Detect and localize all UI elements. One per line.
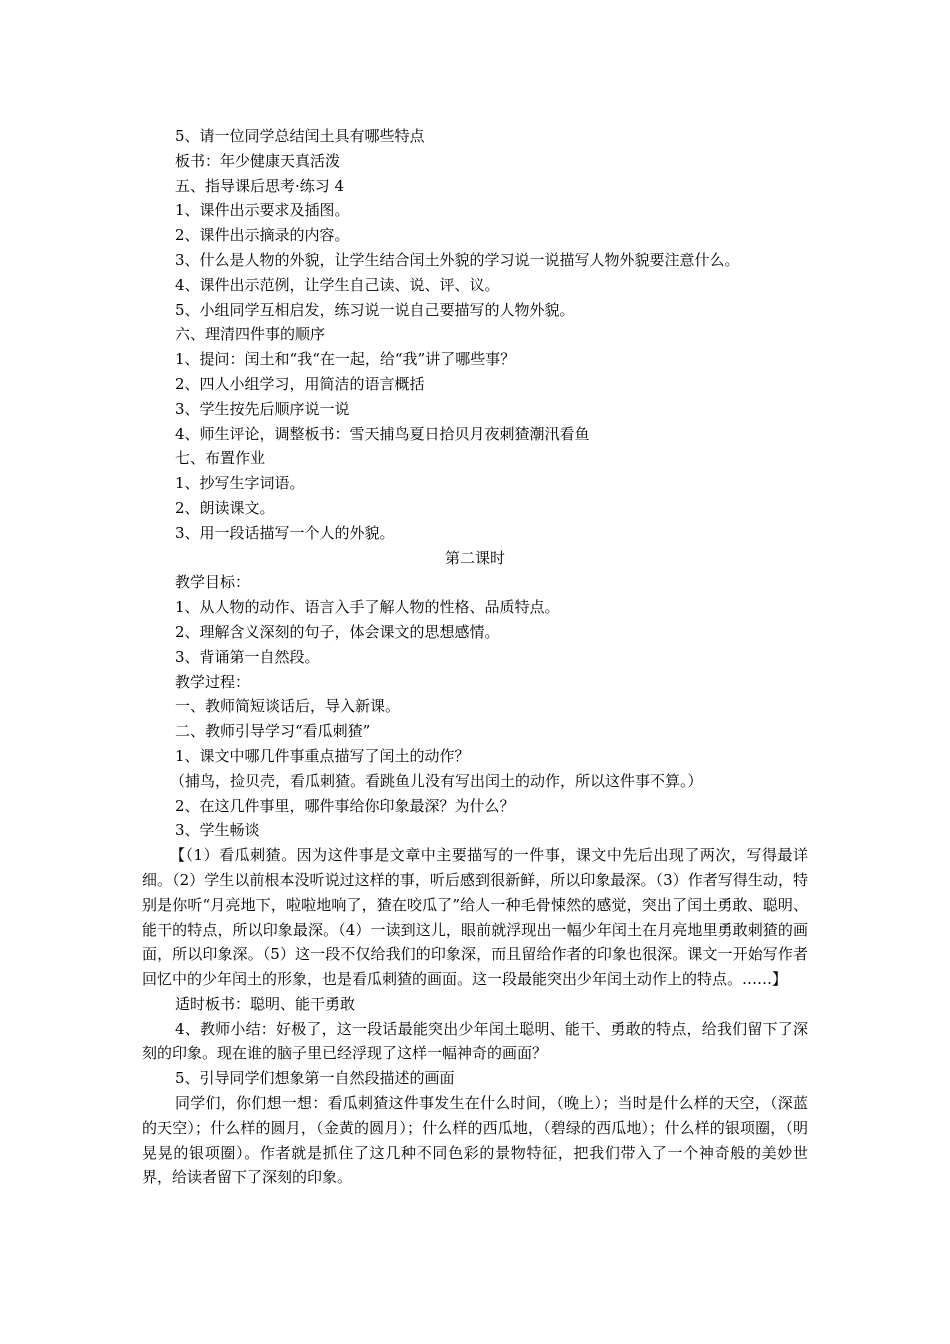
parenthetical-note: （捕鸟，捡贝壳，看瓜刺猹。看跳鱼儿没有写出闰土的动作，所以这件事不算。）	[170, 771, 703, 790]
text-line: 3、背诵第一自然段。	[175, 647, 320, 666]
board-note: 适时板书：聪明、能干勇敢	[175, 994, 356, 1013]
answer-paragraph: 【（1）看瓜刺猹。因为这件事是文章中主要描写的一件事，课文中先后出现了两次，写得最详细。（2）学生以前根本没听说过这样的事，听后感到很新鲜，所以印象最深。（3）作者写得生动，特别是你听“月亮地下，啦啦地响了，猹在咬瓜了”给人一种毛骨悚然的感觉，突出了闰土勇敢、聪明、能干的特点，所以印象最深。（4）一读到这儿，眼前就浮现出一幅少年闰土在月亮地里勇敢刺猹的画面，所以印象深。（5）这一段不仅给我们的印象深，而且留给作者的印象也很深。课文一开始写作者回忆中的少年闰土的形象，也是看瓜刺猹的画面。这一段最能突出少年闰土动作上的特点。……】	[142, 846, 808, 989]
text-line: 2、朗读课文。	[175, 498, 275, 517]
text-line: 4、师生评论，调整板书：雪天捕鸟夏日拾贝月夜刺猹潮汛看鱼	[175, 424, 590, 443]
summary-paragraph: 4、教师小结：好极了，这一段话最能突出少年闰土聪明、能干、勇敢的特点，给我们留下了深刻的印象。现在谁的脑子里已经浮现了这样一幅神奇的画面？	[142, 1019, 808, 1063]
text-line: 1、提问：闰土和“我“在一起，给“我”讲了哪些事？	[175, 350, 516, 369]
text-line: 教学过程：	[175, 672, 251, 691]
text-line: 教学目标：	[175, 573, 251, 592]
text-line: 5、小组同学互相启发，练习说一说自己要描写的人物外貌。	[175, 300, 575, 319]
text-line: 板书：年少健康天真活泼	[175, 151, 341, 170]
text-line: 2、理解含义深刻的句子，体会课文的思想感情。	[175, 622, 500, 641]
text-line: 3、学生畅谈	[175, 821, 260, 840]
text-line: 2、在这几件事里，哪件事给你印象最深？为什么？	[175, 796, 515, 815]
text-line: 1、抄写生字词语。	[175, 474, 305, 493]
section-heading-6: 六、理清四件事的顺序	[175, 325, 326, 344]
document-page	[142, 124, 808, 1190]
final-paragraph: 同学们，你们想一想：看瓜刺猹这件事发生在什么时间，（晚上）；当时是什么样的天空，（深蓝的天空）；什么样的圆月，（金黄的圆月）；什么样的西瓜地，（碧绿的西瓜地）；什么样的银项圈，（明晃晃的银项圈）。作者就是抓住了这几种不同色彩的景物特征，把我们带入了一个神奇般的美妙世界，给读者留下了深刻的印象。	[142, 1094, 808, 1187]
text-line: 2、课件出示摘录的内容。	[175, 226, 350, 245]
section-heading-5: 五、指导课后思考·练习 4	[175, 176, 345, 195]
lesson-heading: 第二课时	[444, 548, 505, 567]
text-line: 3、学生按先后顺序说一说	[175, 399, 350, 418]
text-line: 5、引导同学们想象第一自然段描述的画面	[175, 1069, 455, 1088]
text-line: 1、课件出示要求及插图。	[175, 201, 350, 220]
section-heading-7: 七、布置作业	[175, 449, 266, 468]
text-line: 二、教师引导学习“看瓜刺猹”	[175, 722, 371, 741]
text-line: 4、课件出示范例，让学生自己读、说、评、议。	[175, 275, 500, 294]
text-line: 1、课文中哪几件事重点描写了闰土的动作？	[175, 746, 470, 765]
text-line: 1、从人物的动作、语言入手了解人物的性格、品质特点。	[175, 598, 560, 617]
text-line: 3、什么是人物的外貌，让学生结合闰土外貌的学习说一说描写人物外貌要注意什么。	[175, 250, 740, 269]
text-line: 5、请一位同学总结闰土具有哪些特点	[175, 127, 425, 145]
text-line: 2、四人小组学习，用简洁的语言概括	[175, 374, 425, 393]
text-line: 3、用一段话描写一个人的外貌。	[175, 523, 395, 542]
text-line: 一、教师简短谈话后，导入新课。	[175, 697, 401, 716]
